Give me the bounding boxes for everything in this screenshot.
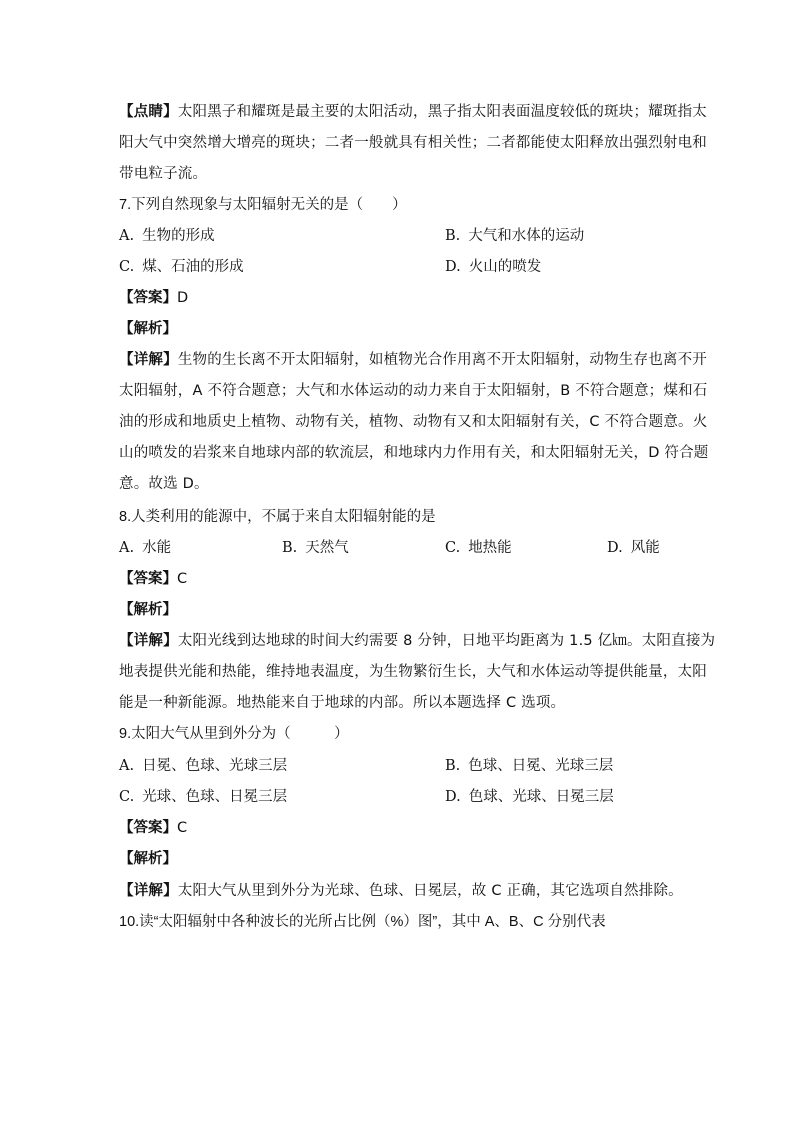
question-9-option-d: D. 色球、光球、日冕三层 bbox=[445, 789, 614, 805]
question-9-detail: 【详解】太阳大气从里到外分为光球、色球、日冕层，故 C 正确，其它选项自然排除。 bbox=[119, 883, 683, 899]
question-9-option-c: C. 光球、色球、日冕三层 bbox=[119, 789, 288, 805]
question-9-stem: 9.太阳大气从里到外分为（ ） bbox=[119, 726, 349, 742]
question-7-answer-block bbox=[119, 283, 679, 345]
question-7-analysis: 【解析】 bbox=[119, 321, 177, 337]
question-8-option-b: B. 天然气 bbox=[282, 540, 349, 556]
question-7-detail-tag: 【详解】 bbox=[119, 352, 178, 368]
question-7-option-d: D. 火山的喷发 bbox=[445, 259, 542, 275]
question-10-stem: 10.读“太阳辐射中各种波长的光所占比例（%）图”，其中 A、B、C 分别代表 bbox=[119, 914, 606, 930]
dianjing-line-2: 阳大气中突然增大增亮的斑块；二者一般就具有相关性；二者都能使太阳释放出强烈射电和 bbox=[119, 135, 707, 151]
question-8-detail: 【详解】太阳光线到达地球的时间大约需要 8 分钟，日地平均距离为 1.5 亿㎞。太阳直接为 地表提供光能和热能，维持地表温度，为生物繁衍生长，大气和水体运动等提供能量，太阳 能是一种新能源。地热能来自于地球的内部。所以本题选择 C 选项。 bbox=[119, 633, 716, 711]
question-8-stem: 8.人类利用的能源中，不属于来自太阳辐射能的是 bbox=[119, 509, 436, 525]
dianjing-paragraph bbox=[119, 97, 708, 190]
dianjing-line-1: 【点睛】太阳黑子和耀斑是最主要的太阳活动，黑子指太阳表面温度较低的斑块；耀斑指太 bbox=[119, 104, 708, 120]
question-7-detail: 【详解】生物的生长离不开太阳辐射，如植物光合作用离不开太阳辐射，动物生存也离不开 太阳辐射，A 不符合题意；大气和水体运动的动力来自于太阳辐射，B 不符合题意；煤和石 油的形成和地质史上植物、动物有关，植物、动物有又和太阳辐射有关，C 不符合题意。火 山的喷发的岩浆来自地球内部的软流层，和地球内力作用有关，和太阳辐射无关，D 符合题 意。故选 D。 bbox=[119, 352, 709, 492]
question-9-answer-block bbox=[119, 813, 679, 875]
question-9-option-b: B. 色球、日冕、光球三层 bbox=[445, 758, 614, 774]
question-8-option-c: C. 地热能 bbox=[445, 540, 512, 556]
question-7-answer: 【答案】D bbox=[119, 290, 189, 306]
question-8-answer-block bbox=[119, 564, 679, 626]
question-9-option-a: A. 日冕、色球、光球三层 bbox=[119, 758, 288, 774]
question-8 bbox=[119, 502, 679, 533]
question-7-option-a: A. 生物的形成 bbox=[119, 228, 215, 244]
question-8-option-d: D. 风能 bbox=[607, 540, 660, 556]
question-10 bbox=[119, 907, 679, 938]
question-9-detail-tag: 【详解】 bbox=[119, 883, 178, 899]
question-7-option-b: B. 大气和水体的运动 bbox=[445, 228, 585, 244]
question-7 bbox=[119, 190, 679, 221]
question-7-option-c: C. 煤、石油的形成 bbox=[119, 259, 244, 275]
question-8-analysis: 【解析】 bbox=[119, 602, 177, 618]
dianjing-tag: 【点睛】 bbox=[119, 104, 178, 120]
question-9-analysis: 【解析】 bbox=[119, 851, 177, 867]
question-8-detail-tag: 【详解】 bbox=[119, 633, 178, 649]
question-9-answer: 【答案】C bbox=[119, 820, 188, 836]
dianjing-line-3: 带电粒子流。 bbox=[119, 166, 208, 182]
question-7-stem: 7.下列自然现象与太阳辐射无关的是（ ） bbox=[119, 197, 407, 213]
question-8-option-a: A. 水能 bbox=[119, 540, 172, 556]
question-8-answer: 【答案】C bbox=[119, 571, 188, 587]
question-9 bbox=[119, 719, 679, 750]
